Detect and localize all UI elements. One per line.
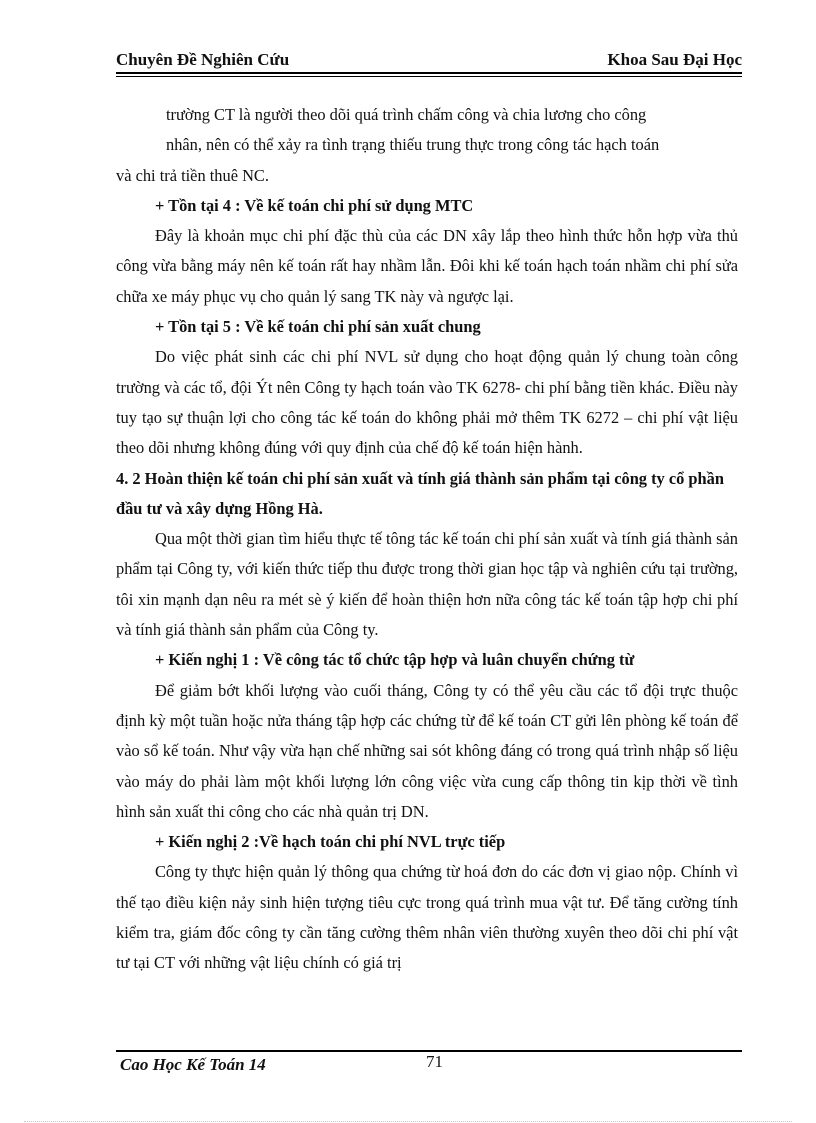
heading-kien-nghi-1: + Kiến nghị 1 : Về công tác tổ chức tập hợp và luân chuyển chứng từ [155, 650, 635, 670]
page-edge-dotted-line [24, 1121, 792, 1122]
paragraph-line: trường CT là người theo dõi quá trình chấm công và chia lương cho công [166, 105, 647, 124]
paragraph: Đây là khoản mục chi phí đặc thù của các DN xây lắp theo hình thức hỗn hợp vừa thủ công vừa bằng máy nên kế toán rất hay nhầm lẫn. Đôi khi kế toán hạch toán nhầm chi phí sửa chữa xe máy phục vụ cho quản lý sang TK này và ngược lại. [116, 226, 738, 306]
paragraph-continuation [116, 100, 738, 161]
document-body [116, 100, 738, 979]
page-header [116, 50, 742, 72]
header-title-right: Khoa Sau Đại Học [607, 50, 742, 69]
paragraph-line: nhân, nên có thể xảy ra tình trạng thiếu trung thực trong công tác hạch toán [166, 135, 660, 155]
paragraph: Để giảm bớt khối lượng vào cuối tháng, Công ty có thể yêu cầu các tổ đội trực thuộc định kỳ một tuần hoặc nửa tháng tập hợp các chứng từ để kế toán CT gửi lên phòng kế toán để vào sổ kế toán. Như vậy vừa hạn chế những sai sót không đáng có trong quá trình nhập số liệu vào máy do phải làm một khối lượng lớn công việc vừa cung cấp thông tin kịp thời về tình hình sản xuất thi công cho các nhà quản trị DN. [116, 680, 738, 821]
page-number: 71 [426, 1052, 443, 1071]
heading-ton-tai-4: + Tồn tại 4 : Về kế toán chi phí sử dụng MTC [155, 195, 474, 215]
paragraph-line: và chi trả tiền thuê NC. [116, 165, 269, 185]
heading-kien-nghi-2: + Kiến nghị 2 :Về hạch toán chi phí NVL trực tiếp [155, 832, 506, 852]
section-heading: 4. 2 Hoàn thiện kế toán chi phí sản xuất và tính giá thành sản phẩm tại công ty cổ phần đầu tư và xây dựng Hồng Hà. [116, 468, 724, 518]
heading-ton-tai-5: + Tồn tại 5 : Về kế toán chi phí sản xuất chung [155, 317, 481, 337]
paragraph: Công ty thực hiện quản lý thông qua chứng từ hoá đơn do các đơn vị giao nộp. Chính vì thế tạo điều kiện nảy sinh hiện tượng tiêu cực trong quá trình mua vật tư. Để tăng cường tính kiểm tra, giám đốc công ty cần tăng cường thêm nhân viên thường xuyên theo dõi chi phí vật tư tại CT với những vật liệu chính có giá trị [116, 862, 738, 973]
footer-title: Cao Học Kế Toán 14 [120, 1055, 266, 1074]
header-divider [116, 72, 742, 74]
paragraph: Do việc phát sinh các chi phí NVL sử dụng cho hoạt động quản lý chung toàn công trường và các tổ, đội Ýt nên Công ty hạch toán vào TK 6278- chi phí bằng tiền khác. Điều này tuy tạo sự thuận lợi cho công tác kế toán do không phải mở thêm TK 6272 – chi phí vật liệu theo dõi nhưng không đúng với quy định của chế độ kế toán hiện hành. [116, 347, 738, 458]
header-divider-thin [116, 76, 742, 77]
header-title-left: Chuyên Đề Nghiên Cứu [116, 50, 290, 69]
paragraph: Qua một thời gian tìm hiểu thực tế tông tác kế toán chi phí sản xuất và tính giá thành sản phẩm tại Công ty, với kiến thức tiếp thu được trong thời gian học tập và nghiên cứu tại trường, tôi xin mạnh dạn nêu ra mét sè ý kiến để hoàn thiện hơn nữa công tác kế toán tập hợp chi phí và tính giá thành sản phẩm của Công ty. [116, 529, 738, 640]
